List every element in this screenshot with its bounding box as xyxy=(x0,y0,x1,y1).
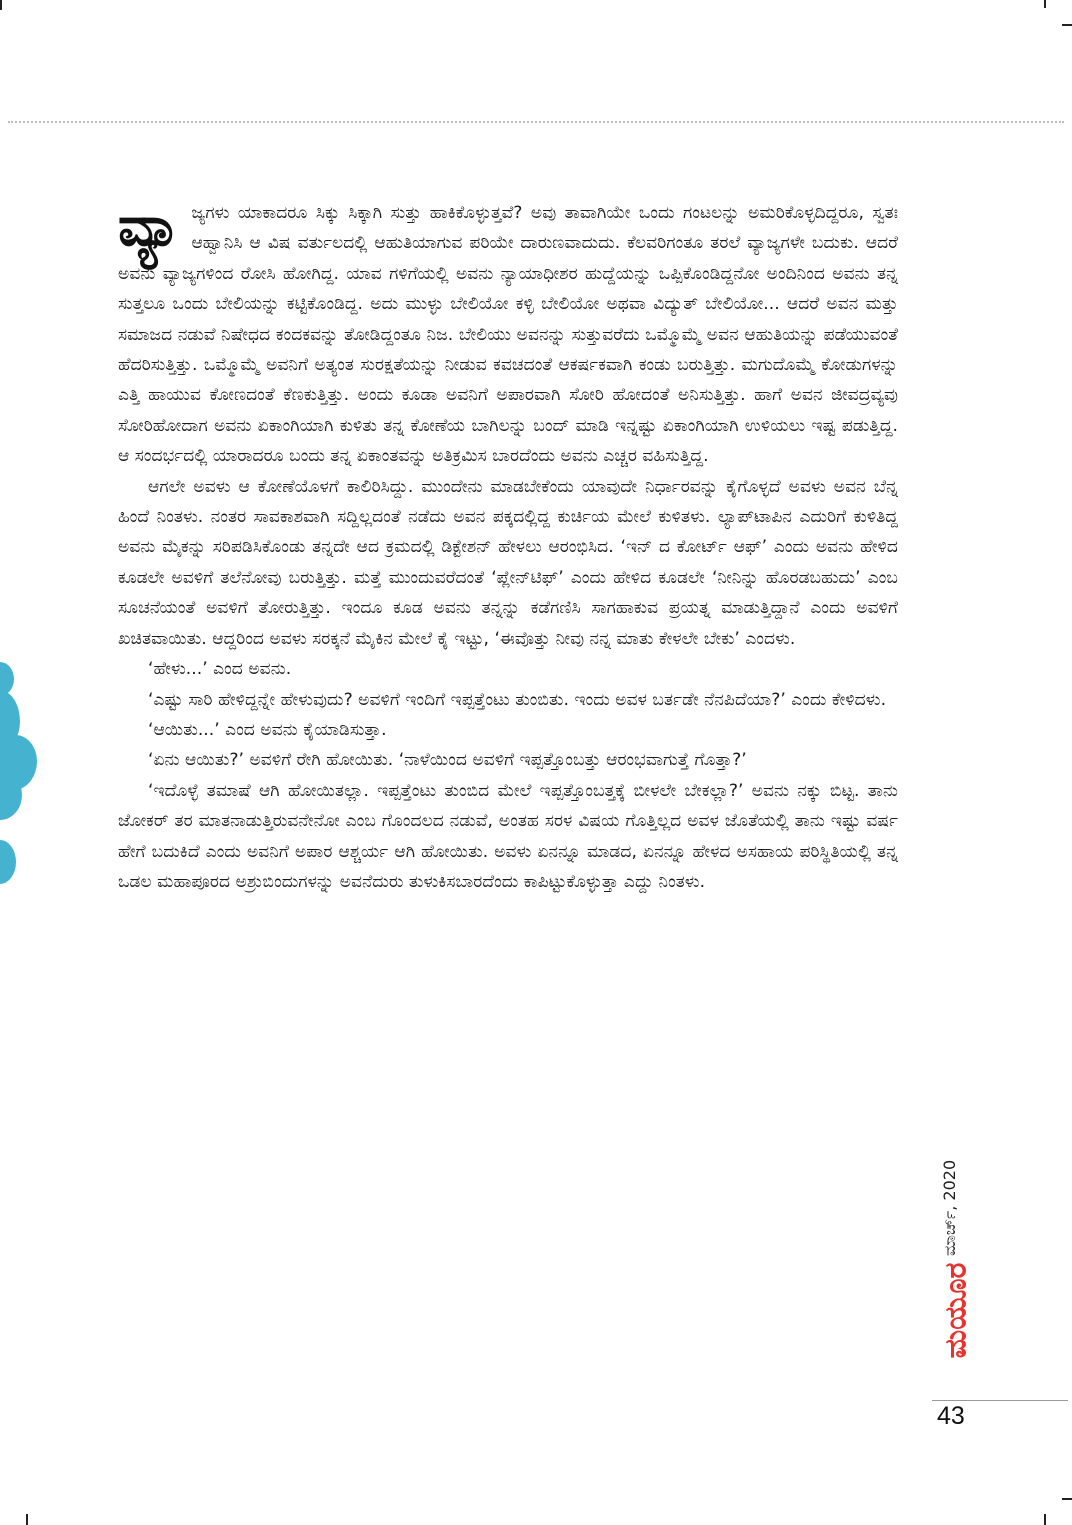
paragraph-text: ಜ್ಯಗಳು ಯಾಕಾದರೂ ಸಿಕ್ಕು ಸಿಕ್ಕಾಗಿ ಸುತ್ತು ಹಾಕಿಕೊಳ್ಳುತ್ತವೆ? ಅವು ತಾವಾಗಿಯೇ ಒಂದು ಗಂಟಲನ್ನು ಅಮರಿಕೊಳ್ಳದಿದ್ದರೂ, ಸ್ವತಃ ಆಹ್ವಾನಿಸಿ ಆ ವಿಷ ವರ್ತುಲದಲ್ಲಿ ಆಹುತಿಯಾಗುವ ಪರಿಯೇ ದಾರುಣವಾದುದು. ಕೆಲವರಿಗಂತೂ ತರಲೆ ವ್ಯಾಜ್ಯಗಳೇ ಬದುಕು. ಆದರೆ ಅವನು ವ್ಯಾಜ್ಯಗಳಿಂದ ರೋಸಿ ಹೋಗಿದ್ದ. ಯಾವ ಗಳಿಗೆಯಲ್ಲಿ ಅವನು ನ್ಯಾಯಾಧೀಶರ ಹುದ್ದೆಯನ್ನು ಒಪ್ಪಿಕೊಂಡಿದ್ದನೋ ಅಂದಿನಿಂದ ಅವನು ತನ್ನ ಸುತ್ತಲೂ ಒಂದು ಬೇಲಿಯನ್ನು ಕಟ್ಟಿಕೊಂಡಿದ್ದ. ಅದು ಮುಳ್ಳು ಬೇಲಿಯೋ ಕಳ್ಳಿ ಬೇಲಿಯೋ ಅಥವಾ ವಿದ್ಯುತ್ ಬೇಲಿಯೋ... ಆದರೆ ಅವನ ಮತ್ತು ಸಮಾಜದ ನಡುವೆ ನಿಷೇಧದ ಕಂದಕವನ್ನು ತೋಡಿದ್ದಂತೂ ನಿಜ. ಬೇಲಿಯು ಅವನನ್ನು ಸುತ್ತುವರೆದು ಒಮ್ಮೊಮ್ಮೆ ಅವನ ಆಹುತಿಯನ್ನು ಪಡೆಯುವಂತೆ ಹೆದರಿಸುತ್ತಿತ್ತು. ಒಮ್ಮೊಮ್ಮೆ ಅವನಿಗೆ ಅತ್ಯಂತ ಸುರಕ್ಷತೆಯನ್ನು ನೀಡುವ ಕವಚದಂತೆ ಆಕರ್ಷಕವಾಗಿ ಕಂಡು ಬರುತ್ತಿತ್ತು. ಮಗುದೊಮ್ಮೆ ಕೋಡುಗಳನ್ನು ಎತ್ತಿ ಹಾಯುವ ಕೋಣದಂತೆ ಕೆಣಕುತ್ತಿತ್ತು. ಅಂದು ಕೂಡಾ ಅವನಿಗೆ ಅಪಾರವಾಗಿ ಸೋರಿ ಹೋದಂತೆ ಅನಿಸುತ್ತಿತ್ತು. ಹಾಗೆ ಅವನ ಜೀವದ್ರವ್ಯವು ಸೋರಿಹೋದಾಗ ಅವನು ಏಕಾಂಗಿಯಾಗಿ ಕುಳಿತು ತನ್ನ ಕೋಣೆಯ ಬಾಗಿಲನ್ನು ಬಂದ್ ಮಾಡಿ ಇನ್ನಷ್ಟು ಏಕಾಂಗಿಯಾಗಿ ಉಳಿಯಲು ಇಷ್ಟ ಪಡುತ್ತಿದ್ದ. ಆ ಸಂದರ್ಭದಲ್ಲಿ ಯಾರಾದರೂ ಬಂದು ತನ್ನ ಏಕಾಂತವನ್ನು ಅತಿಕ್ರಮಿಸ ಬಾರದೆಂದು ಅವನು ಎಚ್ಚರ ವಹಿಸುತ್ತಿದ್ದ. xyxy=(118,203,898,467)
article-paragraph: ‘ಏನು ಆಯಿತು?’ ಅವಳಿಗೆ ರೇಗಿ ಹೋಯಿತು. ‘ನಾಳೆಯಿಂದ ಅವಳಿಗೆ ಇಪ್ಪತ್ತೊಂಬತ್ತು ಆರಂಭವಾಗುತ್ತೆ ಗೊತ್ತಾ?’ xyxy=(148,750,747,771)
article-paragraph xyxy=(118,194,898,472)
dotted-separator xyxy=(8,121,1064,123)
issue-date: ಮಾರ್ಚ್, 2020 xyxy=(940,1159,959,1256)
article-paragraph: ‘ಇದೊಳ್ಳೆ ತಮಾಷೆ ಆಗಿ ಹೋಯಿತಲ್ಲಾ. ಇಪ್ಪತ್ತೆಂಟು ತುಂಬಿದ ಮೇಲೆ ಇಪ್ಪತ್ತೊಂಬತ್ತಕ್ಕೆ ಬೀಳಲೇ ಬೇಕಲ್ಲಾ?’ ಅವನು ನಕ್ಕು ಬಿಟ್ಟ. ತಾನು ಜೋಕರ್ ತರ ಮಾತನಾಡುತ್ತಿರುವನೇನೋ ಎಂಬ ಗೊಂದಲದ ನಡುವೆ, ಅಂತಹ ಸರಳ ವಿಷಯ ಗೊತ್ತಿಲ್ಲದ ಅವಳ ಜೊತೆಯಲ್ಲಿ ತಾನು ಇಷ್ಟು ವರ್ಷ ಹೇಗೆ ಬದುಕಿದೆ ಎಂದು ಅವನಿಗೆ ಅಪಾರ ಆಶ್ಚರ್ಯ ಆಗಿ ಹೋಯಿತು. ಅವಳು ಏನನ್ನೂ ಮಾಡದ, ಏನನ್ನೂ ಹೇಳದ ಅಸಹಾಯ ಪರಿಸ್ಥಿತಿಯಲ್ಲಿ ತನ್ನ ಒಡಲ ಮಹಾಪೂರದ ಅಶ್ರುಬಿಂದುಗಳನ್ನು ಅವನೆದುರು ತುಳುಕಿಸಬಾರದೆಂದು ಕಾಪಿಟ್ಟುಕೊಳ್ಳುತ್ತಾ ಎದ್ದು ನಿಂತಳು. xyxy=(118,780,898,892)
article-paragraph: ‘ಹೇಳು...’ ಎಂದ ಅವನು. xyxy=(148,659,292,680)
crop-mark-top-right xyxy=(1044,0,1046,8)
crop-mark-top-left xyxy=(0,0,2,10)
crop-mark-bottom-right xyxy=(1044,1514,1046,1525)
article-paragraph: ‘ಆಯಿತು...’ ಎಂದ ಅವನು ಕೈಯಾಡಿಸುತ್ತಾ. xyxy=(148,719,387,740)
magazine-logo-text: ಮಯೂರ xyxy=(938,1262,974,1358)
magazine-name-vertical xyxy=(936,1245,976,1375)
crop-mark-bottom-left xyxy=(26,1514,28,1525)
drop-cap: ವ್ಯಾ xyxy=(118,194,182,259)
article-paragraph: ‘ಎಷ್ಟು ಸಾರಿ ಹೇಳಿದ್ದನ್ನೇ ಹೇಳುವುದು? ಅವಳಿಗೆ ಇಂದಿಗೆ ಇಪ್ಪತ್ತೆಂಟು ತುಂಬಿತು. ಇಂದು ಅವಳ ಬರ್ತಡೇ ನೆನಪಿದೆಯಾ?’ ಎಂದು ಕೇಳಿದಳು. xyxy=(148,689,887,710)
article-body xyxy=(118,194,898,897)
crop-mark-right-bottom xyxy=(1062,1498,1072,1500)
page-number: 43 xyxy=(937,1402,965,1430)
crop-mark-right-top xyxy=(1062,24,1072,26)
page-number-rule xyxy=(932,1400,1068,1401)
article-paragraph: ಆಗಲೇ ಅವಳು ಆ ಕೋಣೆಯೊಳಗೆ ಕಾಲಿರಿಸಿದ್ದು. ಮುಂದೇನು ಮಾಡಬೇಕೆಂದು ಯಾವುದೇ ನಿರ್ಧಾರವನ್ನು ಕೈಗೊಳ್ಳದೆ ಅವಳು ಅವನ ಬೆನ್ನ ಹಿಂದೆ ನಿಂತಳು. ನಂತರ ಸಾವಕಾಶವಾಗಿ ಸದ್ದಿಲ್ಲದಂತೆ ನಡೆದು ಅವನ ಪಕ್ಕದಲ್ಲಿದ್ದ ಕುರ್ಚಿಯ ಮೇಲೆ ಕುಳಿತಳು. ಲ್ಯಾಪ್‌ಟಾಪಿನ ಎದುರಿಗೆ ಕುಳಿತಿದ್ದ ಅವನು ಮೈಕನ್ನು ಸರಿಪಡಿಸಿಕೊಂಡು ತನ್ನದೇ ಆದ ಕ್ರಮದಲ್ಲಿ ಡಿಕ್ಟೇಶನ್ ಹೇಳಲು ಆರಂಭಿಸಿದ. ‘ಇನ್ ದ ಕೋರ್ಟ್ ಆಫ್’ ಎಂದು ಅವನು ಹೇಳಿದ ಕೂಡಲೇ ಅವಳಿಗೆ ತಲೆನೋವು ಬರುತ್ತಿತ್ತು. ಮತ್ತೆ ಮುಂದುವರೆದಂತೆ ‘ಪ್ಲೇನ್‌ಟಿಫ್’ ಎಂದು ಹೇಳಿದ ಕೂಡಲೇ ‘ನೀನಿನ್ನು ಹೊರಡಬಹುದು’ ಎಂಬ ಸೂಚನೆಯಂತೆ ಅವಳಿಗೆ ತೋರುತ್ತಿತ್ತು. ಇಂದೂ ಕೂಡ ಅವನು ತನ್ನನ್ನು ಕಡೆಗಣಿಸಿ ಸಾಗಹಾಕುವ ಪ್ರಯತ್ನ ಮಾಡುತ್ತಿದ್ದಾನೆ ಎಂದು ಅವಳಿಗೆ ಖಚಿತವಾಯಿತು. ಆದ್ದರಿಂದ ಅವಳು ಸರಕ್ಕನೆ ಮೈಕಿನ ಮೇಲೆ ಕೈ ಇಟ್ಟು, ‘ಈವೊತ್ತು ನೀವು ನನ್ನ ಮಾತು ಕೇಳಲೇ ಬೇಕು’ ಎಂದಳು. xyxy=(118,476,898,649)
